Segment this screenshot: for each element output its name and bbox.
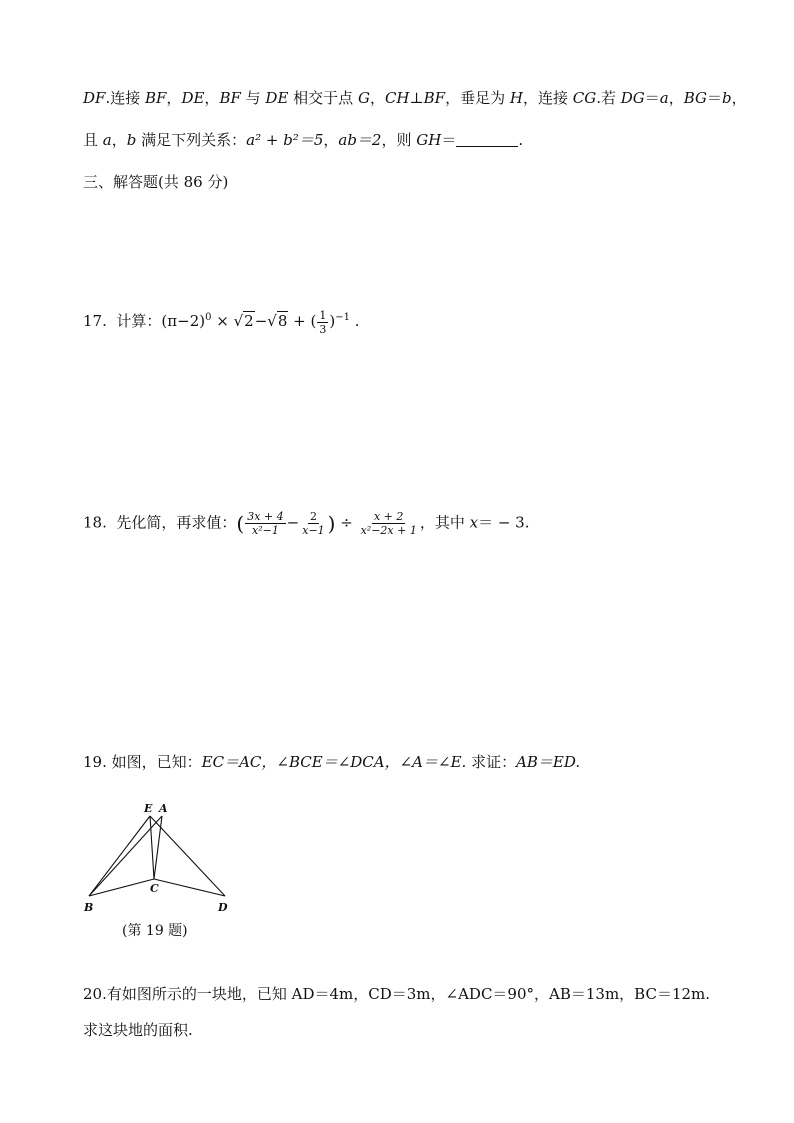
label-b: B <box>84 901 94 914</box>
label-a: A <box>159 802 168 815</box>
question-18: 18. 先化简，再求值：( $\frac{3x + 4}{\text{x²−1}}$ − $\frac{2}{x-1}$ ) ÷ $\frac{x + 2}{\text{x²−2x + 1}}$ ，其中 x＝ − 3. <box>83 510 530 537</box>
figure-19 <box>80 798 240 918</box>
question-20-line2: 求这块地的面积. <box>83 1021 193 1039</box>
question-17: 17. 计算：$(\pi-2)^0 \times √2-√8$ + ( $\frac{1}{3}$ )$^{-1}$ . <box>83 308 360 336</box>
segment-ac <box>154 816 162 879</box>
figure-caption: (第 19 题) <box>122 923 188 939</box>
q16-line2: 且 a，b 满足下列关系：a² + b²＝5，ab＝2，则 GH＝ . <box>83 131 524 149</box>
label-c: C <box>150 882 159 895</box>
segment-ed <box>150 816 225 896</box>
segment-cd <box>154 879 225 896</box>
segment-be <box>89 816 150 896</box>
question-19: 19. 如图，已知：EC＝AC，∠BCE＝∠DCA，∠A＝∠E. 求证：AB＝ED. <box>83 753 581 771</box>
label-d: D <box>218 901 228 914</box>
q16-line1: DF.连接 BF，DE，BF 与 DE 相交于点 G，CH⊥BF，垂足为 H，连接 CG.若 DG＝a，BG＝b， <box>83 89 747 107</box>
label-e: E <box>144 802 153 815</box>
section-heading: 三、解答题(共 86 分) <box>83 173 229 191</box>
segment-bc <box>89 879 154 896</box>
question-20-line1: 20.有如图所示的一块地，已知 AD＝4m，CD＝3m，∠ADC＝90°，AB＝13m，BC＝12m. <box>83 985 711 1003</box>
answer-blank[interactable] <box>456 132 518 147</box>
